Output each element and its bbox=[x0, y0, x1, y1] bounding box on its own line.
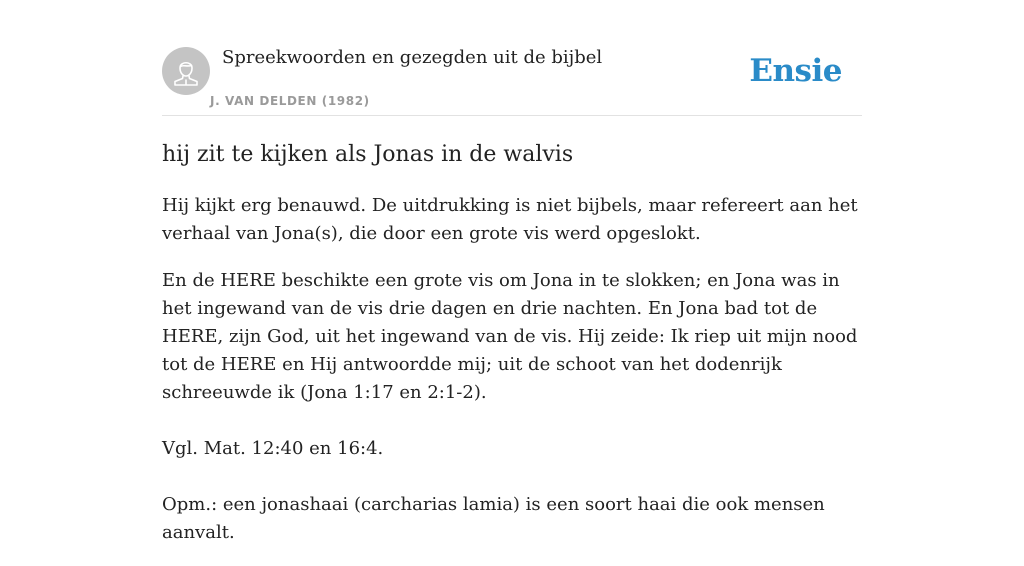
article-header bbox=[162, 46, 862, 116]
author-label[interactable]: J. VAN DELDEN (1982) bbox=[210, 94, 370, 108]
page-title: hij zit te kijken als Jonas in de walvis bbox=[162, 142, 574, 167]
article-body bbox=[162, 140, 867, 566]
quote-paragraph: En de HERE beschikte een grote vis om Jona in te slokken; en Jona was in het ingewand van de vis drie dagen en drie nachten. En Jona bad tot de HERE, zijn God, uit het ingewand van de vis. Hij zeide: Ik riep uit mijn nood tot de HERE en Hij antwoordde mij; uit de schoot van het dodenrijk schreeuwde ik (Jona 1:17 en 2:1-2). bbox=[162, 270, 858, 403]
book-title[interactable]: Spreekwoorden en gezegden uit de bijbel bbox=[222, 47, 603, 68]
note-paragraph: Opm.: een jonashaai (carcharias lamia) is een soort haai die ook mensen aanvalt. bbox=[162, 494, 825, 543]
brand-logo[interactable]: Ensie bbox=[749, 53, 842, 89]
reference-paragraph: Vgl. Mat. 12:40 en 16:4. bbox=[162, 438, 384, 459]
definition-paragraph: Hij kijkt erg benauwd. De uitdrukking is niet bijbels, maar refereert aan het verhaal van Jona(s), die door een grote vis werd opgeslokt. bbox=[162, 195, 858, 244]
avatar[interactable] bbox=[162, 47, 210, 95]
user-icon bbox=[162, 47, 210, 95]
